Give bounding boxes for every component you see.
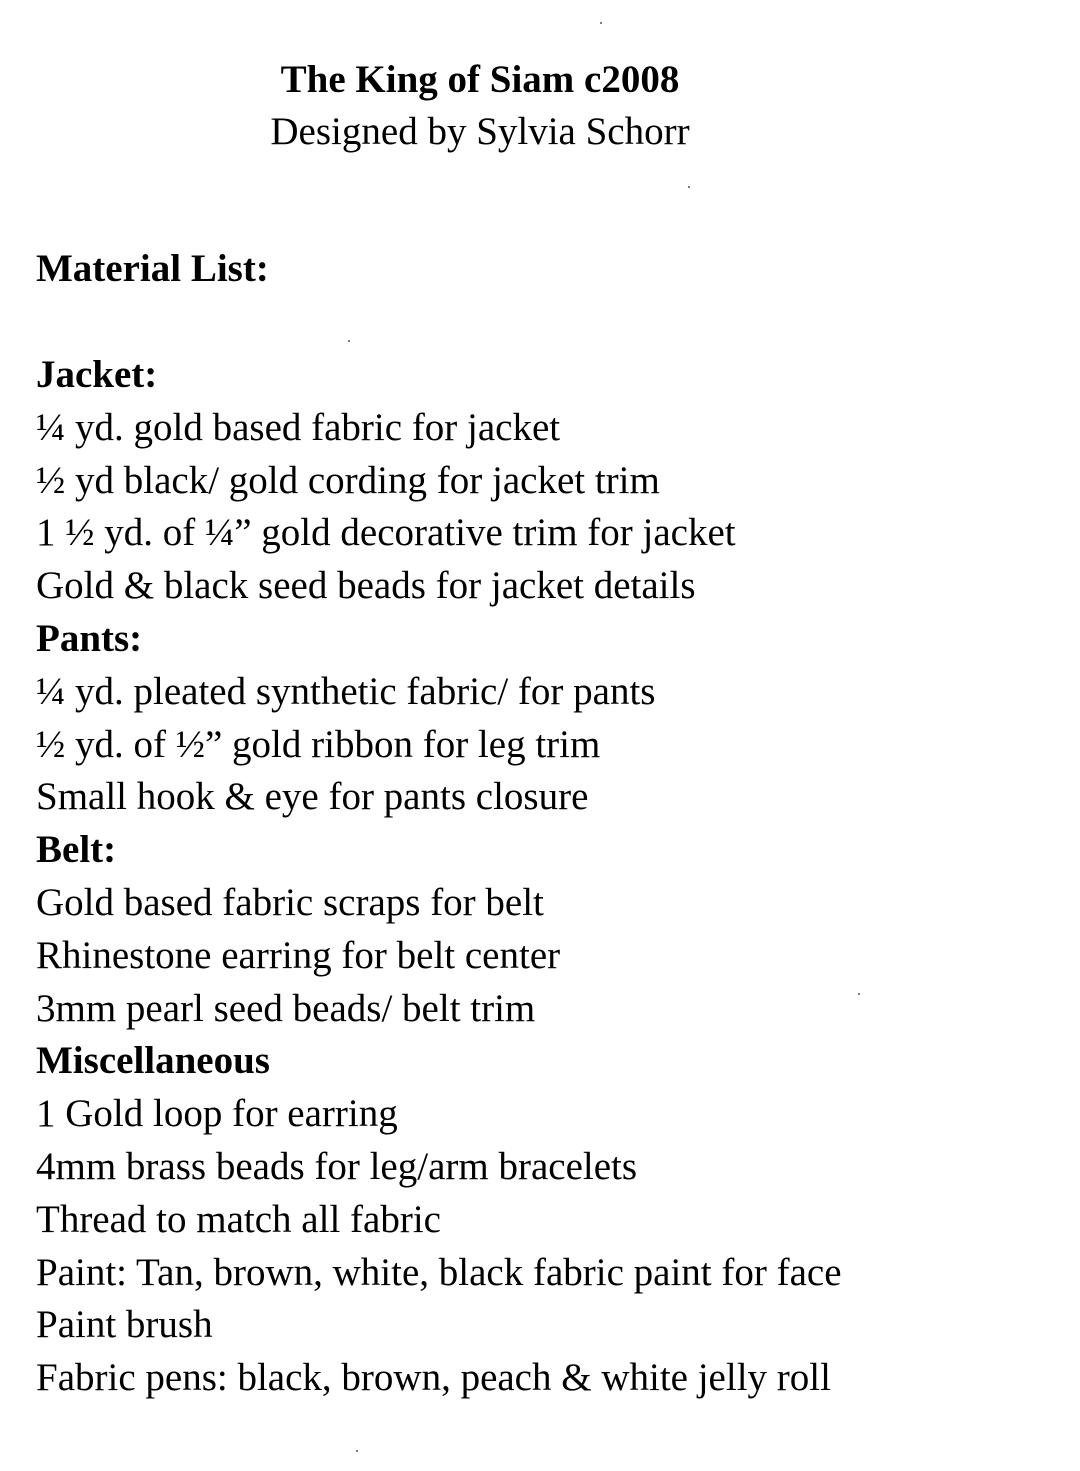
list-item: 4mm brass beads for leg/arm bracelets (36, 1144, 638, 1188)
scan-speck (688, 186, 690, 188)
list-item: Gold based fabric scraps for belt (36, 880, 544, 924)
section-heading-miscellaneous: Miscellaneous (36, 1039, 270, 1083)
list-item: Paint: Tan, brown, white, black fabric paint for face (36, 1250, 842, 1294)
section-heading-belt: Belt: (36, 828, 117, 872)
list-item: Gold & black seed beads for jacket details (36, 564, 696, 608)
document-title: The King of Siam c2008 (280, 58, 680, 101)
list-item: ½ yd. of ½” gold ribbon for leg trim (36, 722, 601, 766)
material-list (36, 349, 1056, 1405)
list-item: ½ yd black/ gold cording for jacket trim (36, 458, 660, 502)
material-list-heading: Material List: (36, 247, 269, 290)
section-heading-pants: Pants: (36, 616, 143, 660)
list-item: Paint brush (36, 1303, 213, 1347)
list-item: Thread to match all fabric (36, 1197, 441, 1241)
list-item: Small hook & eye for pants closure (36, 775, 589, 819)
scan-speck (600, 22, 602, 24)
list-item: ¼ yd. pleated synthetic fabric/ for pants (36, 669, 656, 713)
list-item: ¼ yd. gold based fabric for jacket (36, 405, 561, 449)
list-item: 1 Gold loop for earring (36, 1092, 398, 1136)
list-item: Rhinestone earring for belt center (36, 933, 561, 977)
list-item: 1 ½ yd. of ¼” gold decorative trim for jacket (36, 511, 736, 555)
document-subtitle: Designed by Sylvia Schorr (270, 110, 690, 153)
scan-speck (858, 993, 860, 995)
list-item: 3mm pearl seed beads/ belt trim (36, 986, 536, 1030)
scan-speck (348, 340, 350, 342)
section-heading-jacket: Jacket: (36, 353, 158, 396)
list-item: Fabric pens: black, brown, peach & white jelly roll (36, 1356, 831, 1400)
scan-speck (356, 1450, 358, 1452)
